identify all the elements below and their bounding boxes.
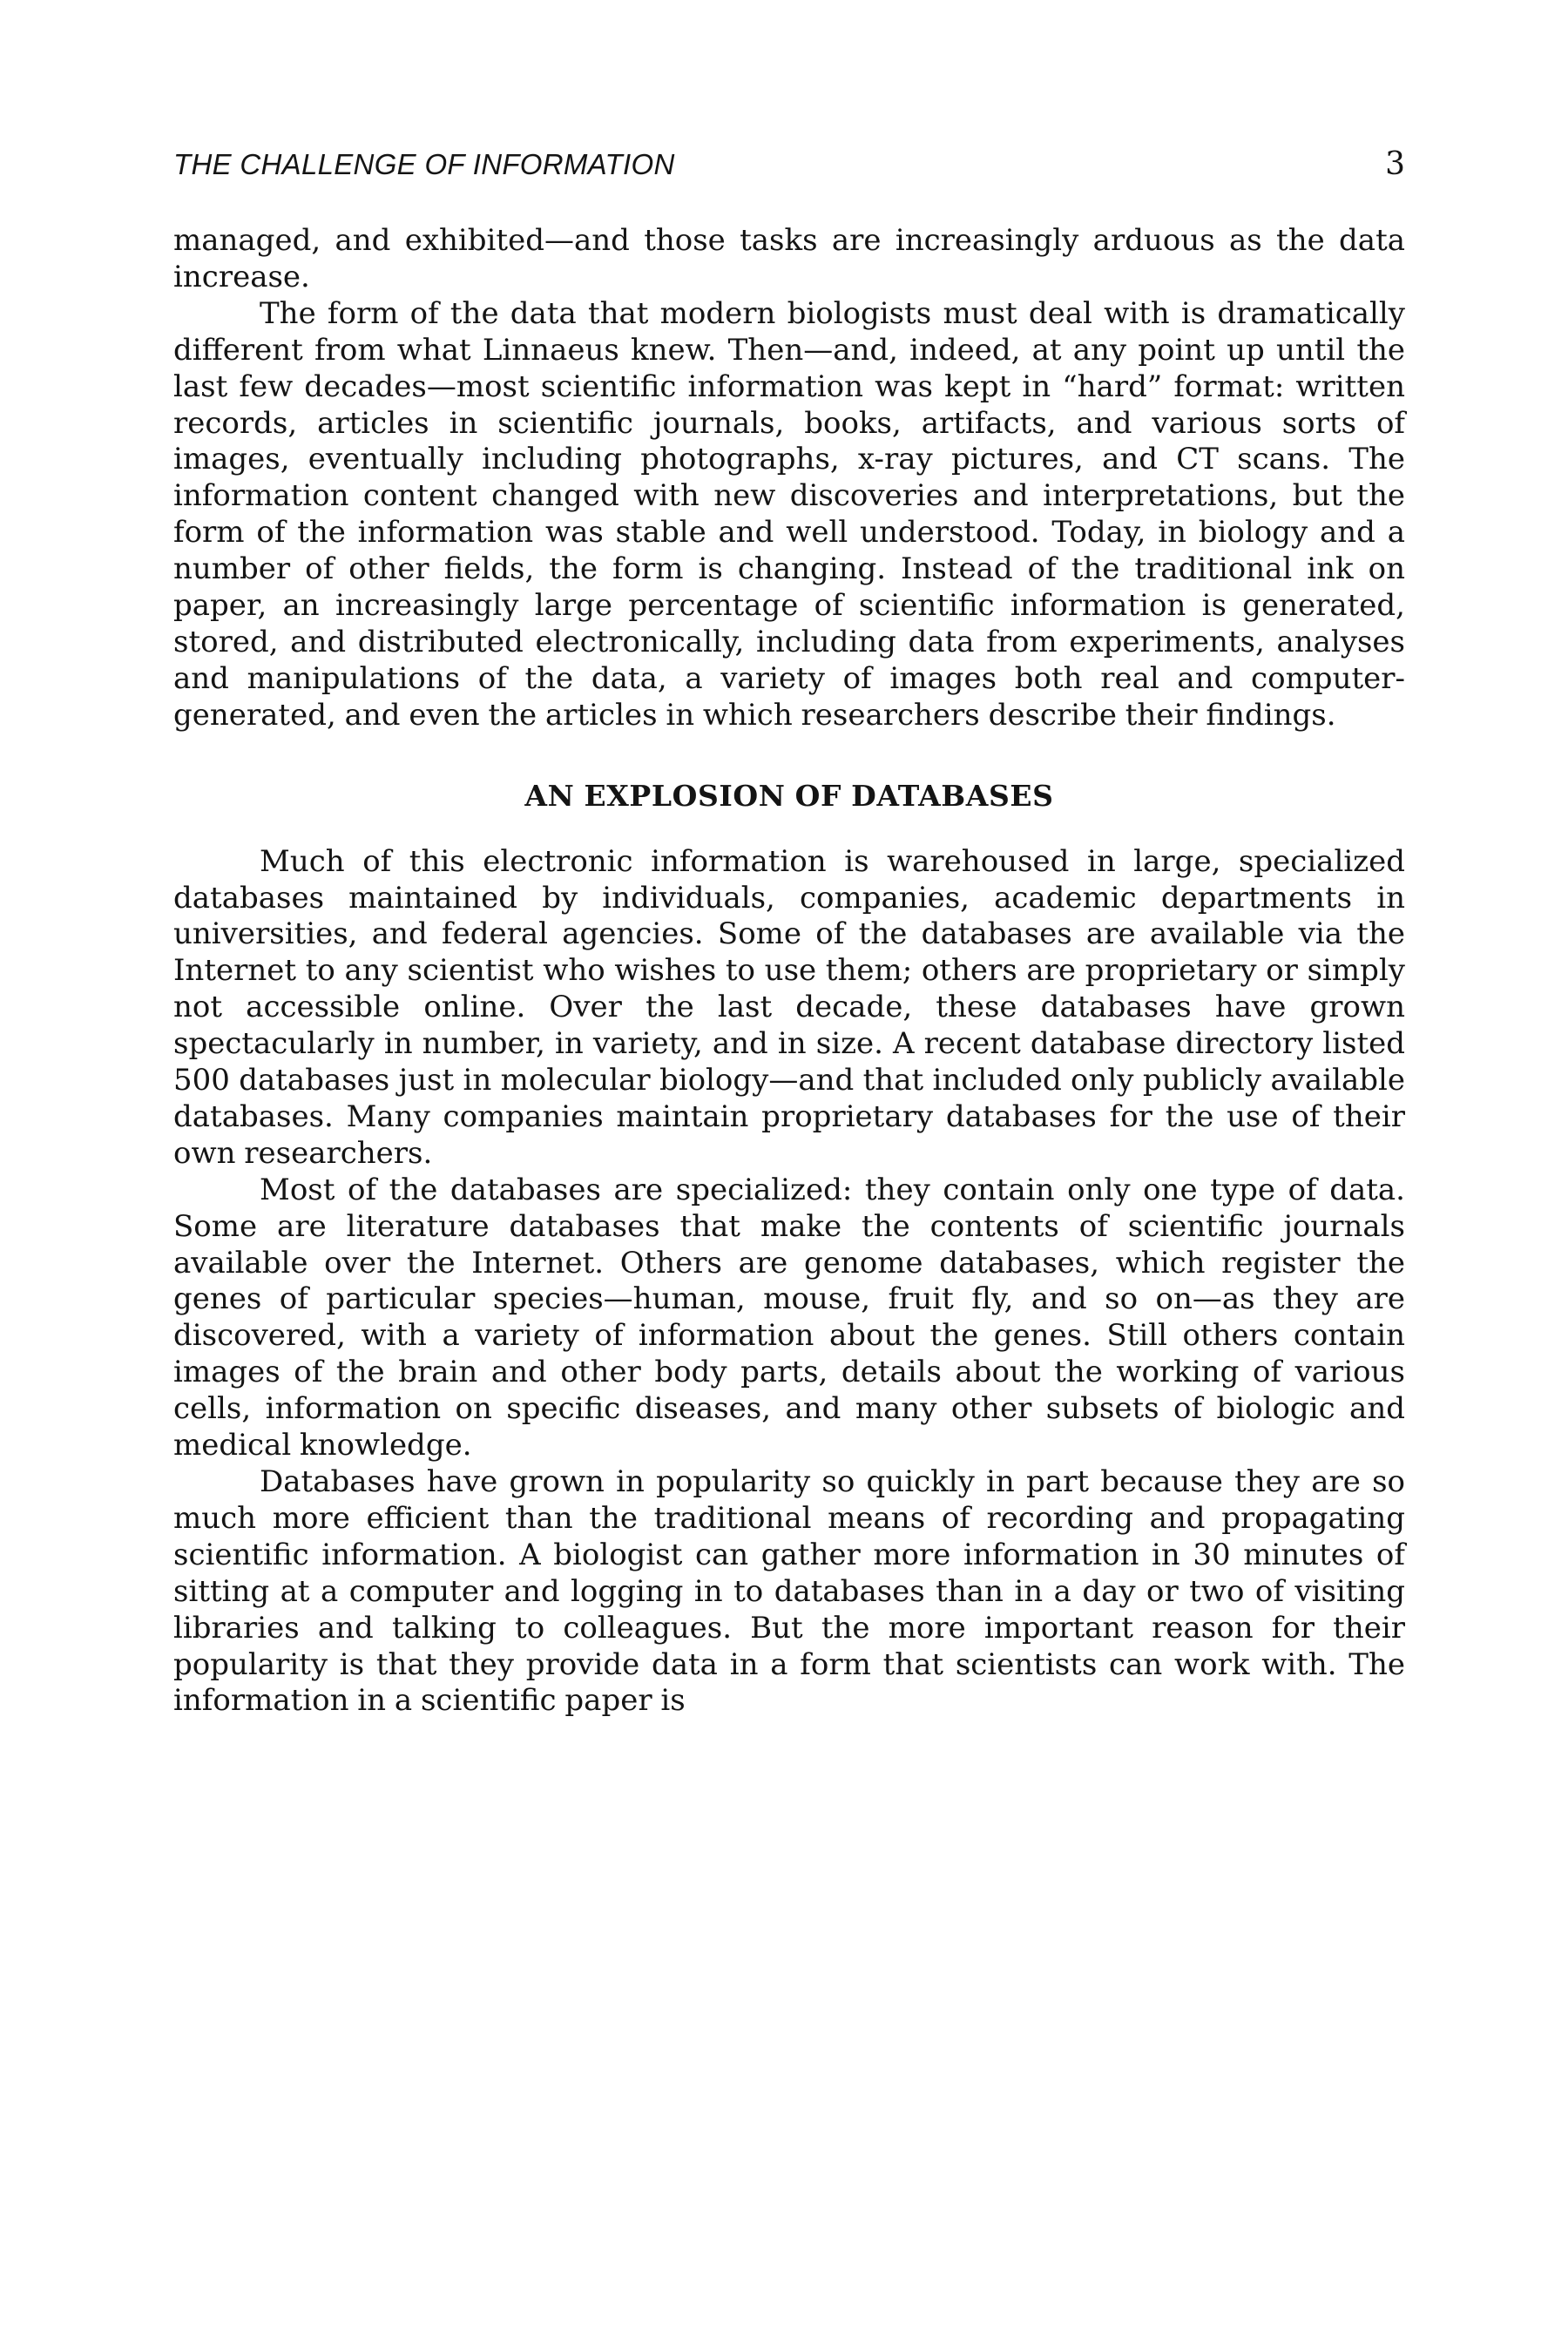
paragraph-databases-warehoused: Much of this electronic information is warehoused in large, specialized databases maintained by individuals, companies, academic departments in universities, and federal agencies. Some of the databases are available via the Internet to any scientist who wishes to use them; others are proprietary or simply not accessible online. Over the last decade, these databases have grown spectacularly in number, in variety, and in size. A recent database directory listed 500 databases just in molecular biology—and that included only publicly available databases. Many companies maintain proprietary databases for the use of their own researchers. <box>173 843 1405 1171</box>
paragraph-continued: managed, and exhibited—and those tasks are increasingly arduous as the data increase. <box>173 223 1405 294</box>
paragraph-databases-specialized: Most of the databases are specialized: they contain only one type of data. Some are literature databases that make the contents of scientific journals available over the Internet. Others are genome databases, which register the genes of particular species—human, mouse, fruit fly, and so on—as they are discovered, with a variety of information about the genes. Still others contain images of the brain and other body parts, details about the working of various cells, information on specific diseases, and many other subsets of biologic and medical knowledge. <box>173 1172 1405 1463</box>
paragraph-data-form: The form of the data that modern biologists must deal with is dramatically different from what Linnaeus knew. Then—and, indeed, at any point up until the last few decades—most scientific information was kept in “hard” format: written records, articles in scientific journals, books, artifacts, and various sorts of images, eventually including photographs, x-ray pictures, and CT scans. The information content changed with new discoveries and interpretations, but the form of the information was stable and well understood. Today, in biology and a number of other fields, the form is changing. Instead of the traditional ink on paper, an increasingly large percentage of scientific information is generated, stored, and distributed electronically, including data from experiments, analyses and manipulations of the data, a variety of images both real and computer-generated, and even the articles in which researchers describe their findings. <box>173 295 1405 733</box>
paragraph-databases-popularity: Databases have grown in popularity so quickly in part because they are so much more efficient than the traditional means of recording and propagating scientific information. A biologist can gather more information in 30 minutes of sitting at a computer and logging in to databases than in a day or two of visiting libraries and talking to colleagues. But the more important reason for their popularity is that they provide data in a form that scientists can work with. The information in a scientific paper is <box>173 1464 1405 1719</box>
body-text <box>173 223 1405 1720</box>
running-title: THE CHALLENGE OF INFORMATION <box>173 148 675 180</box>
page-number: 3 <box>1385 146 1405 182</box>
section-heading: AN EXPLOSION OF DATABASES <box>524 778 1054 813</box>
running-head <box>173 148 1405 192</box>
